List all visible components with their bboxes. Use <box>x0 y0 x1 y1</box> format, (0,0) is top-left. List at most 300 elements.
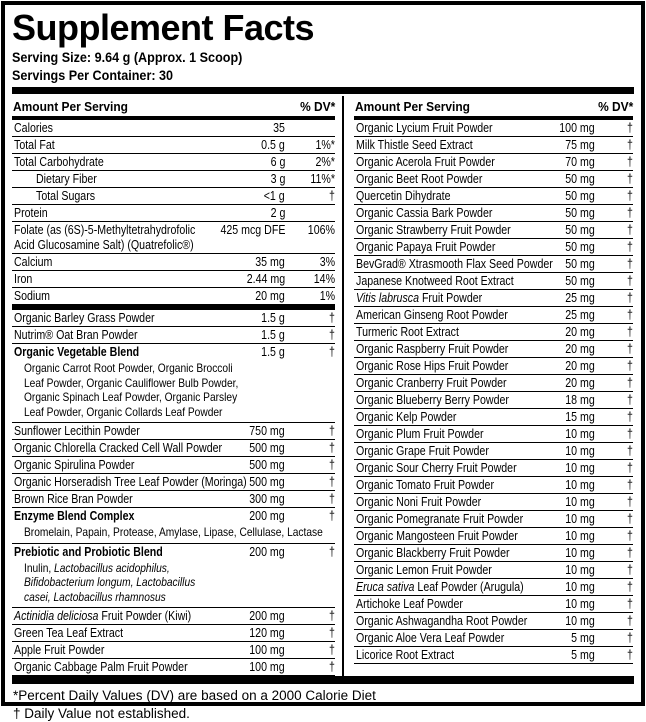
name-text: Organic Acerola Fruit Powder <box>356 155 495 169</box>
name-text: Enzyme Blend Complex <box>14 509 134 523</box>
ingredient-dv <box>285 660 335 675</box>
supplement-facts-label <box>1 1 645 706</box>
ingredient-amount <box>531 580 595 595</box>
dv-text: † <box>627 223 633 238</box>
name-condensed <box>14 121 53 136</box>
name-condensed <box>14 660 188 675</box>
ingredient-dv <box>285 255 335 270</box>
dv-text: † <box>627 427 633 442</box>
latin-name-italic: casei, Lactobacillus rhamnosus <box>24 590 166 604</box>
name-text: Organic Grape Fruit Powder <box>356 444 489 458</box>
dv-text: † <box>329 626 335 641</box>
name-condensed <box>356 546 510 561</box>
sublist-text <box>24 561 195 605</box>
name-text: Organic Raspberry Fruit Powder <box>356 342 508 356</box>
name-condensed <box>356 614 527 629</box>
name-condensed <box>356 291 482 306</box>
name-text: Organic Carrot Root Powder, Organic Broccoli <box>24 361 233 375</box>
name-text: Organic Blueberry Berry Powder <box>356 393 509 407</box>
name-condensed <box>14 138 55 153</box>
name-text: Organic Noni Fruit Powder <box>356 495 481 509</box>
right-rows-container <box>354 120 633 664</box>
name-condensed <box>356 376 507 391</box>
dv-text: † <box>627 359 633 374</box>
ingredient-dv <box>595 410 633 425</box>
ingredient-dv <box>285 345 335 360</box>
name-text: Dietary Fiber <box>36 172 97 186</box>
ingredient-name <box>354 172 531 187</box>
dv-text: † <box>627 444 633 459</box>
name-text: Fruit Powder <box>419 291 482 305</box>
ingredient-row <box>354 528 633 545</box>
amount-text: 100 mg <box>250 660 285 675</box>
dv-text: † <box>329 545 335 560</box>
amount-text: 35 mg <box>255 255 285 270</box>
dv-text: † <box>329 475 335 490</box>
ingredient-row <box>354 290 633 307</box>
amount-text: 70 mg <box>565 155 595 170</box>
ingredient-amount <box>531 189 595 204</box>
dv-text: † <box>627 376 633 391</box>
dv-text: † <box>627 155 633 170</box>
footnote-dv-not-established: † Daily Value not established. <box>13 705 634 722</box>
dv-text: † <box>627 631 633 646</box>
ingredient-dv <box>595 240 633 255</box>
name-condensed <box>356 359 508 374</box>
ingredient-row <box>354 205 633 222</box>
ingredient-dv <box>285 626 335 641</box>
ingredient-name <box>354 478 531 493</box>
ingredient-amount <box>207 509 285 524</box>
amount-text: 1.5 g <box>261 328 285 343</box>
ingredient-name <box>12 138 207 153</box>
ingredient-row <box>354 511 633 528</box>
servings-per-container-text: Servings Per Container: 30 <box>12 66 173 84</box>
amount-text: 10 mg <box>565 563 595 578</box>
ingredient-row <box>354 171 633 188</box>
ingredient-name <box>12 311 207 326</box>
name-text: Organic Papaya Fruit Powder <box>356 240 495 254</box>
amount-text: 10 mg <box>565 614 595 629</box>
dv-text: † <box>329 492 335 507</box>
name-condensed <box>356 121 493 136</box>
dv-text: † <box>627 274 633 289</box>
serving-size-text: Serving Size: 9.64 g (Approx. 1 Scoop) <box>12 48 242 66</box>
dv-text: † <box>627 240 633 255</box>
name-condensed <box>356 648 454 663</box>
dv-text: † <box>329 609 335 624</box>
ingredient-amount <box>531 274 595 289</box>
ingredient-amount <box>207 660 285 675</box>
ingredient-row <box>12 440 335 457</box>
ingredient-amount <box>531 121 595 136</box>
dv-text: 11%* <box>310 172 335 187</box>
ingredient-dv <box>285 441 335 456</box>
ingredient-dv <box>595 580 633 595</box>
name-condensed <box>356 393 509 408</box>
name-text: Organic Cabbage Palm Fruit Powder <box>14 660 188 674</box>
name-condensed <box>356 240 495 255</box>
ingredient-name <box>354 427 531 442</box>
amount-text: <1 g <box>264 189 285 204</box>
dv-text: † <box>627 189 633 204</box>
ingredient-amount <box>207 492 285 507</box>
ingredient-row <box>354 613 633 630</box>
ingredient-name <box>354 342 531 357</box>
ingredient-row <box>12 457 335 474</box>
amount-text: 500 mg <box>250 458 285 473</box>
amount-text: 10 mg <box>565 546 595 561</box>
ingredient-name <box>12 509 207 524</box>
amount-text: 10 mg <box>565 444 595 459</box>
ingredient-amount <box>531 359 595 374</box>
amount-text: 425 mcg DFE <box>220 223 285 238</box>
ingredient-row <box>354 562 633 579</box>
ingredient-amount <box>207 289 285 304</box>
name-condensed <box>14 223 195 253</box>
ingredient-amount <box>531 410 595 425</box>
left-rows-container <box>12 120 335 676</box>
amount-per-serving-header: Amount Per Serving <box>355 99 470 114</box>
name-text: Organic Spinach Leaf Powder, Organic Parsley <box>24 390 237 404</box>
dv-text: † <box>627 614 633 629</box>
ingredient-amount <box>531 563 595 578</box>
dv-text: † <box>627 597 633 612</box>
ingredient-row <box>12 608 335 625</box>
ingredient-dv <box>285 155 335 170</box>
ingredient-name <box>12 492 207 507</box>
amount-text: 20 mg <box>565 359 595 374</box>
name-text: Organic Cassia Bark Powder <box>356 206 492 220</box>
ingredient-amount <box>207 626 285 641</box>
name-condensed <box>356 257 553 272</box>
ingredient-row <box>354 647 633 664</box>
ingredient-dv <box>595 478 633 493</box>
ingredient-name <box>354 648 531 663</box>
name-text: Organic Tomato Fruit Powder <box>356 478 494 492</box>
ingredient-amount <box>531 614 595 629</box>
ingredient-dv <box>595 308 633 323</box>
ingredient-dv <box>595 461 633 476</box>
name-text: Licorice Root Extract <box>356 648 454 662</box>
ingredient-amount <box>531 427 595 442</box>
amount-text: 1.5 g <box>261 345 285 360</box>
dv-text: † <box>627 138 633 153</box>
ingredient-name <box>354 410 531 425</box>
ingredient-name <box>12 345 207 360</box>
name-text: Folate (as (6S)-5-Methyltetrahydrofolic <box>14 223 195 237</box>
ingredient-row <box>354 358 633 375</box>
ingredient-amount <box>207 138 285 153</box>
name-condensed <box>14 441 222 456</box>
ingredient-row <box>12 659 335 676</box>
name-condensed <box>14 458 134 473</box>
name-condensed <box>14 424 140 439</box>
ingredient-dv <box>595 291 633 306</box>
ingredient-dv <box>595 206 633 221</box>
ingredient-amount <box>531 206 595 221</box>
ingredient-amount <box>207 223 285 238</box>
ingredient-amount <box>531 138 595 153</box>
right-column <box>344 96 634 676</box>
name-condensed <box>356 308 508 323</box>
name-text: Organic Pomegranate Fruit Powder <box>356 512 523 526</box>
ingredient-row <box>354 596 633 613</box>
ingredient-name <box>354 461 531 476</box>
name-condensed <box>14 328 138 343</box>
dv-text: † <box>329 660 335 675</box>
ingredient-name <box>354 444 531 459</box>
dv-text: † <box>329 311 335 326</box>
name-condensed <box>356 427 484 442</box>
dv-text: † <box>627 393 633 408</box>
ingredient-dv <box>595 223 633 238</box>
ingredient-row <box>12 171 335 188</box>
ingredient-dv <box>595 155 633 170</box>
ingredient-name <box>12 255 207 270</box>
name-text: Total Fat <box>14 138 55 152</box>
name-text: Artichoke Leaf Powder <box>356 597 463 611</box>
ingredient-amount <box>207 643 285 658</box>
name-text: Leaf Powder (Arugula) <box>414 580 523 594</box>
ingredient-row <box>12 205 335 222</box>
name-text: Organic Kelp Powder <box>356 410 456 424</box>
name-text: Organic Mangosteen Fruit Powder <box>356 529 518 543</box>
ingredient-row <box>354 477 633 494</box>
ingredient-amount <box>531 325 595 340</box>
ingredient-dv <box>595 325 633 340</box>
serving-size-line <box>12 48 634 66</box>
dv-text: † <box>627 580 633 595</box>
ingredient-dv <box>595 512 633 527</box>
ingredient-amount <box>531 342 595 357</box>
ingredient-dv <box>595 189 633 204</box>
name-condensed <box>356 478 494 493</box>
name-condensed <box>14 475 247 490</box>
name-text: Organic Horseradish Tree Leaf Powder (Moringa) <box>14 475 247 489</box>
ingredient-row <box>12 474 335 491</box>
footnote-daily-values: *Percent Daily Values (DV) are based on a 2000 Calorie Diet <box>13 687 634 705</box>
ingredient-row <box>354 273 633 290</box>
amount-text: 50 mg <box>565 274 595 289</box>
dv-text: † <box>329 458 335 473</box>
dv-text: † <box>329 441 335 456</box>
amount-text: 25 mg <box>565 291 595 306</box>
ingredient-amount <box>207 311 285 326</box>
dv-text: † <box>627 410 633 425</box>
dv-text: † <box>627 257 633 272</box>
amount-text: 200 mg <box>250 509 285 524</box>
name-text: Organic Rose Hips Fruit Powder <box>356 359 508 373</box>
amount-text: 3 g <box>270 172 285 187</box>
amount-text: 20 mg <box>255 289 285 304</box>
ingredient-dv <box>595 393 633 408</box>
dv-text: † <box>627 342 633 357</box>
name-condensed <box>36 172 97 187</box>
name-text: Quercetin Dihydrate <box>356 189 450 203</box>
dv-text: † <box>627 172 633 187</box>
ingredient-row <box>354 239 633 256</box>
name-text: American Ginseng Root Powder <box>356 308 508 322</box>
ingredient-amount <box>531 393 595 408</box>
ingredient-dv <box>595 376 633 391</box>
ingredient-row <box>354 137 633 154</box>
name-condensed <box>14 643 104 658</box>
ingredient-amount <box>207 345 285 360</box>
name-text: Organic Spirulina Powder <box>14 458 134 472</box>
dv-text: 1%* <box>316 138 335 153</box>
ingredient-dv <box>595 529 633 544</box>
ingredient-row <box>354 324 633 341</box>
ingredient-amount <box>531 461 595 476</box>
ingredient-dv <box>285 289 335 304</box>
dv-text: † <box>329 509 335 524</box>
amount-text: 200 mg <box>250 545 285 560</box>
ingredient-name <box>354 376 531 391</box>
dv-text: † <box>329 328 335 343</box>
name-text: Organic Ashwagandha Root Powder <box>356 614 527 628</box>
dv-text: 3% <box>320 255 335 270</box>
dv-text: † <box>627 512 633 527</box>
ingredient-name <box>354 121 531 136</box>
name-condensed <box>356 342 508 357</box>
ingredient-name <box>12 458 207 473</box>
ingredient-row <box>12 254 335 271</box>
ingredient-dv <box>285 643 335 658</box>
ingredient-row <box>12 344 335 360</box>
ingredient-row <box>12 120 335 137</box>
amount-text: 15 mg <box>565 410 595 425</box>
name-condensed <box>356 274 514 289</box>
dv-text: † <box>329 643 335 658</box>
name-text: Organic Lycium Fruit Powder <box>356 121 493 135</box>
ingredient-amount <box>531 529 595 544</box>
ingredient-dv <box>285 138 335 153</box>
name-condensed <box>356 563 492 578</box>
ingredient-name <box>354 546 531 561</box>
ingredient-name <box>354 359 531 374</box>
name-text: Bromelain, Papain, Protease, Amylase, Lipase, Cellulase, Lactase <box>24 525 323 539</box>
ingredient-dv <box>285 609 335 624</box>
ingredient-amount <box>531 512 595 527</box>
sublist-text <box>24 361 238 419</box>
ingredient-row <box>354 188 633 205</box>
ingredient-dv <box>595 648 633 663</box>
amount-text: 25 mg <box>565 308 595 323</box>
ingredient-row <box>12 222 335 254</box>
ingredient-amount <box>531 155 595 170</box>
dv-text: † <box>627 461 633 476</box>
amount-text: 35 <box>273 121 285 136</box>
ingredient-name <box>354 138 531 153</box>
amount-text: 100 mg <box>560 121 595 136</box>
ingredient-row <box>354 409 633 426</box>
ingredient-sublist <box>12 524 335 544</box>
ingredient-name <box>12 441 207 456</box>
name-text: Nutrim® Oat Bran Powder <box>14 328 138 342</box>
ingredient-amount <box>207 424 285 439</box>
ingredient-name <box>354 512 531 527</box>
name-text: Protein <box>14 206 48 220</box>
ingredient-row <box>12 271 335 288</box>
ingredient-dv <box>595 444 633 459</box>
amount-text: 10 mg <box>565 478 595 493</box>
ingredient-row <box>12 423 335 440</box>
name-condensed <box>14 492 133 507</box>
amount-text: 5 mg <box>571 631 595 646</box>
ingredient-dv <box>285 272 335 287</box>
ingredient-amount <box>531 495 595 510</box>
ingredient-row <box>354 375 633 392</box>
ingredient-dv <box>595 546 633 561</box>
name-condensed <box>14 206 48 221</box>
ingredient-name <box>12 643 207 658</box>
dv-text: † <box>627 563 633 578</box>
amount-text: 18 mg <box>565 393 595 408</box>
ingredient-amount <box>207 255 285 270</box>
name-text: Calories <box>14 121 53 135</box>
ingredient-name <box>12 660 207 675</box>
name-text: Brown Rice Bran Powder <box>14 492 133 506</box>
dv-text: † <box>329 424 335 439</box>
ingredient-row <box>354 120 633 137</box>
ingredient-dv <box>595 495 633 510</box>
latin-name-italic: Lactobacillus acidophilus, <box>54 561 170 575</box>
amount-text: 750 mg <box>250 424 285 439</box>
dv-text: 2%* <box>316 155 335 170</box>
name-condensed <box>14 345 139 360</box>
latin-name-italic: Eruca sativa <box>356 580 414 594</box>
name-condensed <box>36 189 95 204</box>
dv-text: † <box>627 546 633 561</box>
ingredient-amount <box>531 376 595 391</box>
ingredient-amount <box>207 609 285 624</box>
dv-text: † <box>627 648 633 663</box>
ingredient-name <box>354 393 531 408</box>
name-text: Organic Lemon Fruit Powder <box>356 563 492 577</box>
ingredient-row <box>354 307 633 324</box>
name-text: Total Carbohydrate <box>14 155 104 169</box>
ingredient-amount <box>207 121 285 136</box>
right-column-header <box>354 96 633 120</box>
ingredient-dv <box>285 509 335 524</box>
name-condensed <box>14 509 134 524</box>
ingredient-name <box>12 289 207 304</box>
bottom-divider-bar <box>12 676 634 684</box>
amount-text: 2 g <box>270 206 285 221</box>
ingredient-name <box>354 206 531 221</box>
amount-text: 0.5 g <box>261 138 285 153</box>
ingredient-name <box>354 631 531 646</box>
ingredient-dv <box>595 138 633 153</box>
amount-text: 50 mg <box>565 189 595 204</box>
name-condensed <box>356 138 473 153</box>
ingredient-dv <box>285 206 335 221</box>
latin-name-italic: Actinidia deliciosa <box>14 609 98 623</box>
ingredient-name <box>12 223 207 253</box>
ingredient-name <box>354 580 531 595</box>
ingredient-columns <box>12 96 634 676</box>
amount-text: 10 mg <box>565 495 595 510</box>
amount-text: 50 mg <box>565 172 595 187</box>
dv-text: † <box>329 189 335 204</box>
ingredient-row <box>354 460 633 477</box>
ingredient-name <box>12 206 207 221</box>
dv-text: † <box>627 495 633 510</box>
sublist-text <box>24 525 323 540</box>
ingredient-dv <box>285 424 335 439</box>
name-text: Sunflower Lecithin Powder <box>14 424 140 438</box>
